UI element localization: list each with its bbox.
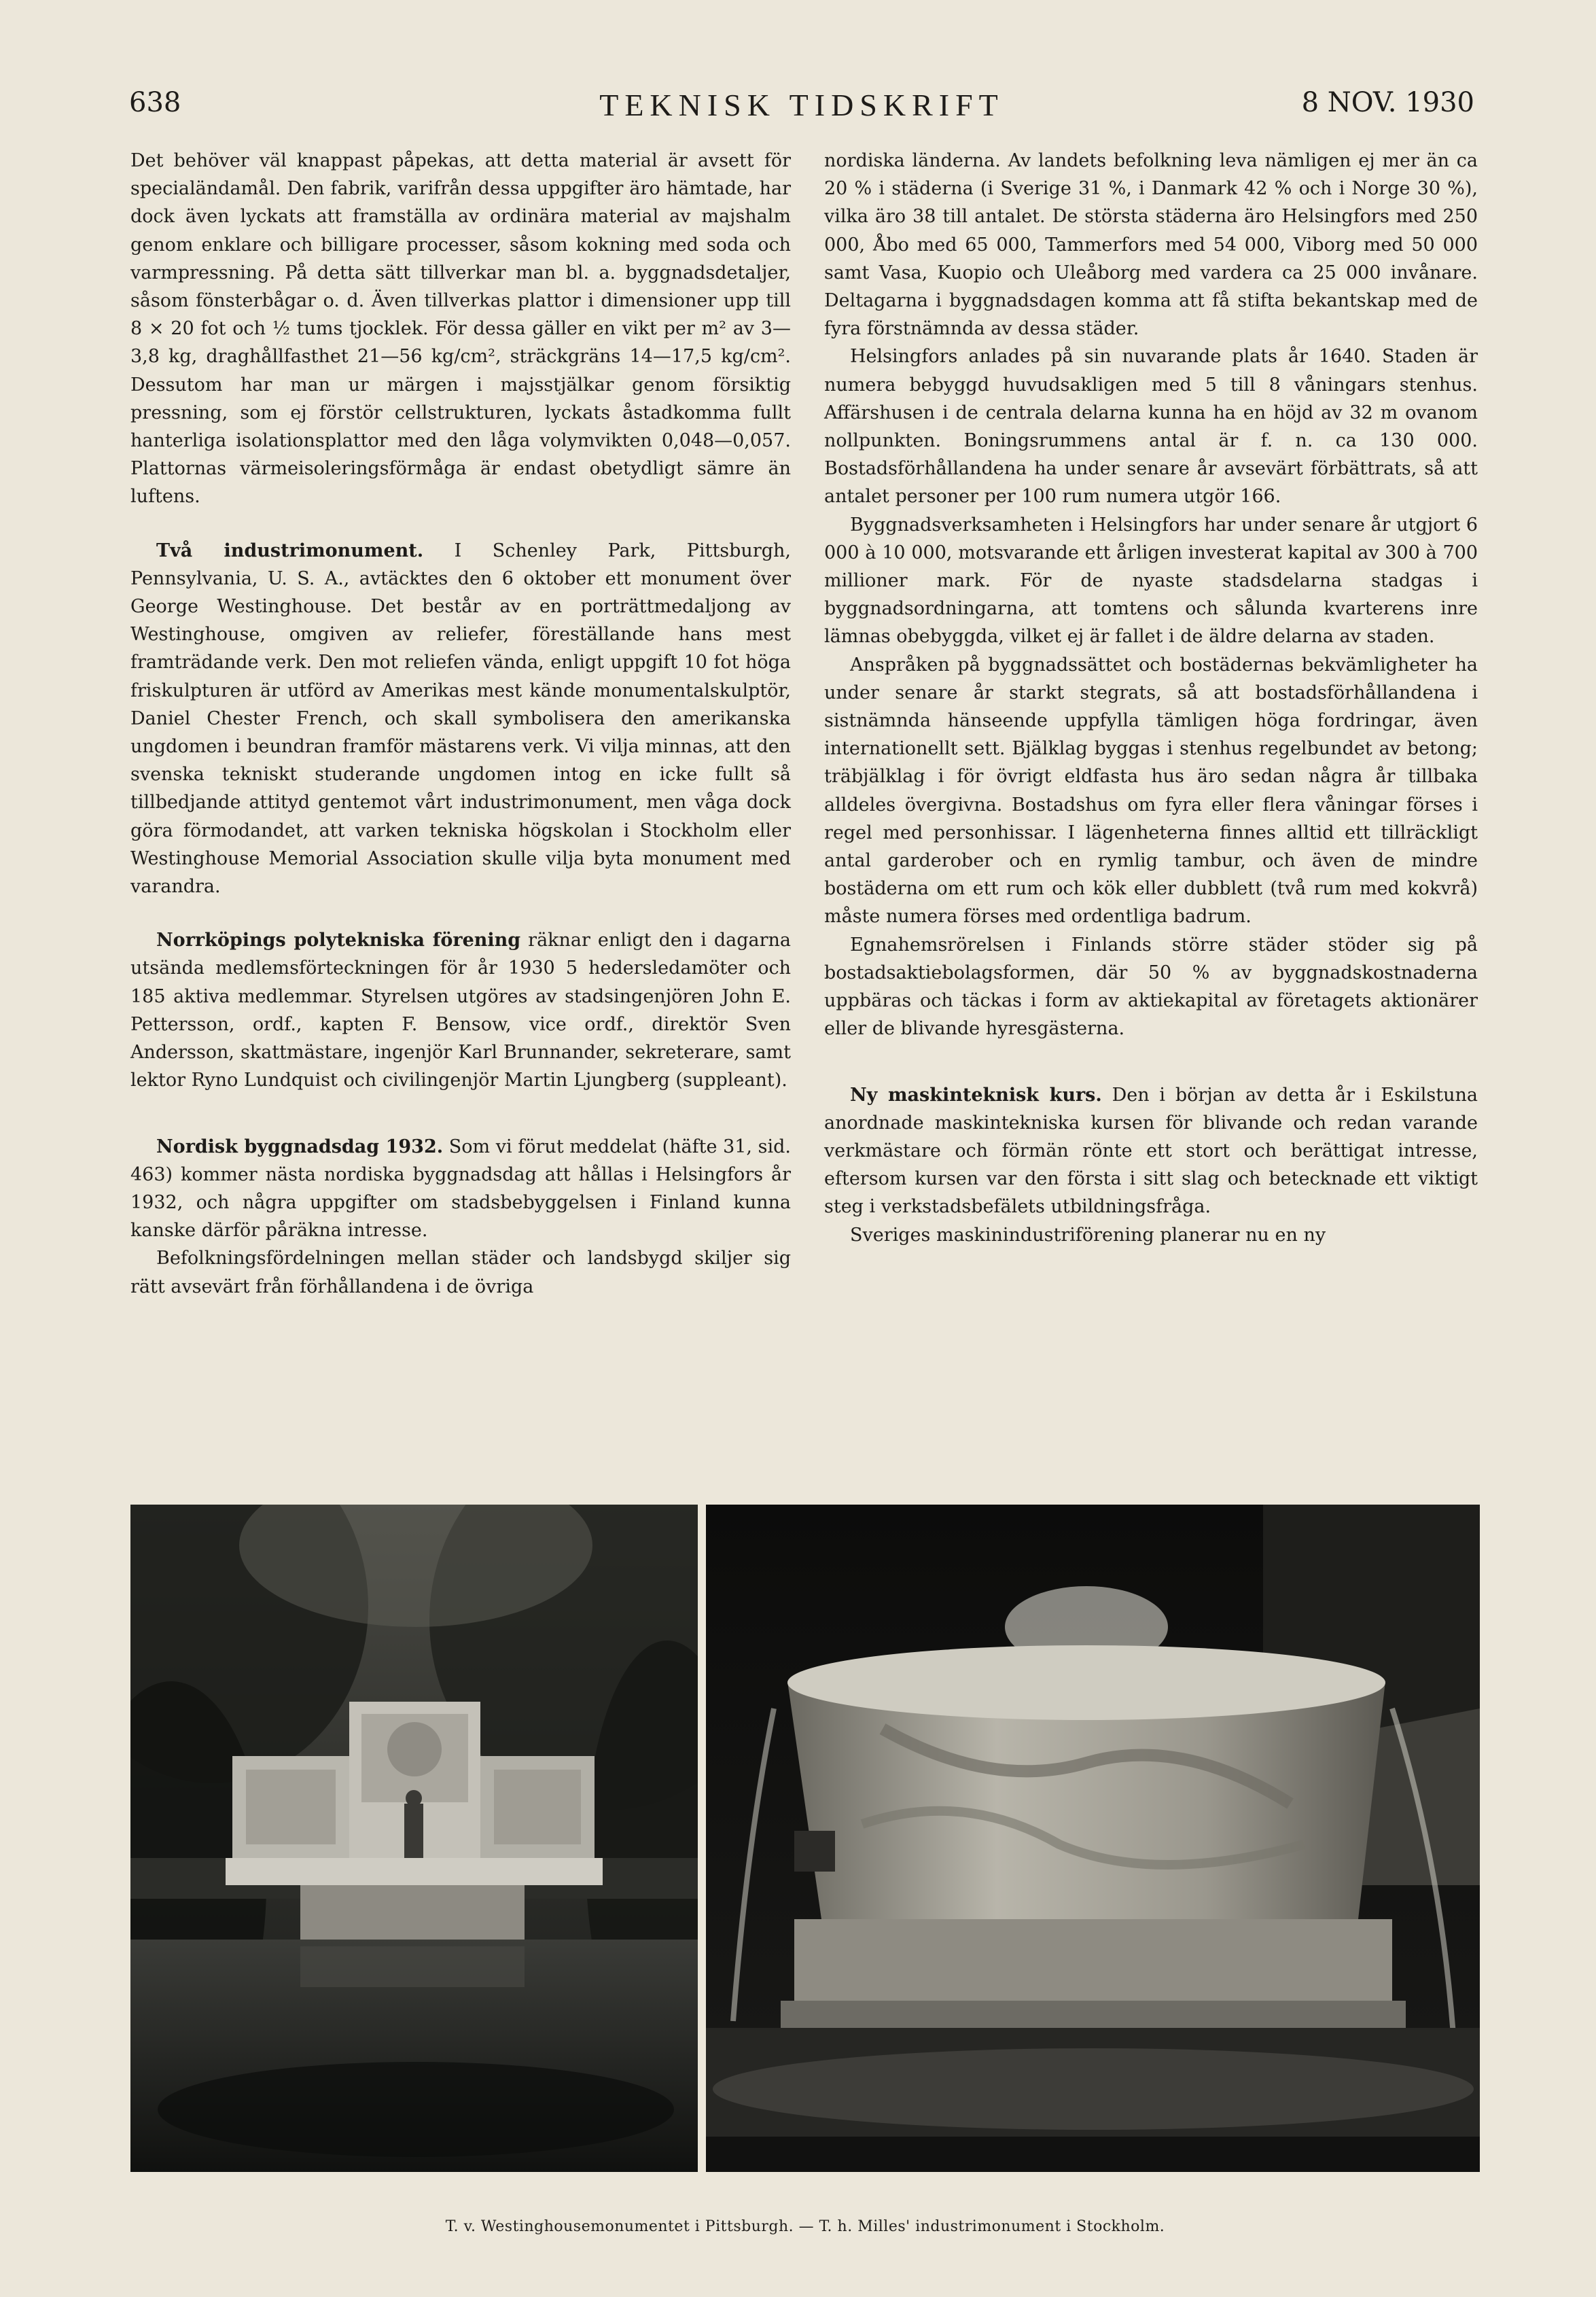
paragraph: Egnahemsrörelsen i Finlands större städer stöder sig på bostadsaktiebolagsformen, där 50 % av byggnadskostnaderna uppbäras och täckas i form av aktiekapital av företagets aktionärer eller de blivande hyresgästerna. xyxy=(824,934,1478,1040)
paragraph: nordiska länderna. Av landets befolkning leva nämligen ej mer än ca 20 % i städerna (i Sverige 31 %, i Danmark 42 % och i Norge 30 %), vilka äro 38 till antalet. De största städerna äro Helsingfors med 250 000, Åbo med 65 000, Tammerfors med 54 000, Viborg med 50 000 samt Vasa, Kuopio och Uleåborg med vardera ca 25 000 invånare. Deltagarna i byggnadsdagen komma att få stifta bekantskap med de fyra förstnämnda av dessa städer. xyxy=(824,150,1478,340)
section-text: Den i början av detta år i Eskilstuna anordnade maskintekniska kursen för blivande och redan varande verkmästare och förmän rönte ett stort och berättigat intresse, eftersom kursen var den första i sitt slag och betecknade ett viktigt steg i verkstadsbefälets utbildningsfråga. xyxy=(824,1084,1478,1218)
paragraph: Helsingfors anlades på sin nuvarande plats år 1640. Staden är numera bebyggd huvudsakligen med 5 till 8 våningars stenhus. Affärshusen i de centrala delarna kunna ha en höjd av 32 m ovanom nollpunkten. Boningsrummens antal är f. n. ca 130 000. Bostadsförhållandena ha under senare år avsevärt förbättrats, så att antalet personer per 100 rum numera utgör 166. xyxy=(824,346,1478,508)
issue-date: 8 NOV. 1930 xyxy=(1301,87,1474,118)
paragraph: Det behöver väl knappast påpekas, att detta material är avsett för specialändamål. Den fabrik, varifrån dessa uppgifter äro hämtade, har dock även lyckats att framställa av ordinära material av majshalm genom enklare och billigare processer, såsom kokning med soda och varmpressning. På detta sätt tillverkar man bl. a. byggnadsdetaljer, såsom fönsterbågar o. d. Även tillverkas plattor i dimensioner upp till 8 × 20 fot och ½ tums tjocklek. För dessa gäller en vikt per m² av 3—3,8 kg, draghållfasthet 21—56 kg/cm², sträckgräns 14—17,5 kg/cm². Dessutom har man ur märgen i majsstjälkar genom försiktig pressning, som ej förstör cellstrukturen, lyckats åstadkomma fullt hanterliga isolationsplattor med den låga volymvikten 0,048—0,057. Plattornas värmeisoleringsförmåga är endast obetydligt sämre än luftens. xyxy=(130,150,791,508)
figure-photos xyxy=(130,1505,1480,2172)
section-text: I Schenley Park, Pittsburgh, Pennsylvania, U. S. A., avtäcktes den 6 oktober ett monument över George Westinghouse. Det består av en porträttmedaljong av Westinghouse, omgiven av reliefer, föreställande hans mest framträdande verk. Den mot reliefen vända, enligt uppgift 10 fot höga friskulpturen är utförd av Amerikas mest kände monumentalskulptör, Daniel Chester French, och skall symbolisera den amerikanska ungdomen i beundran framför mästarens verk. Vi vilja minnas, att den svenska tekniskt studerande ungdomen intog en icke fullt så tillbedjande attityd gentemot vårt industrimonument, men våga dock göra förmodandet, att varken tekniska högskolan i Stockholm eller Westinghouse Memorial Association skulle vilja byta monument med varandra. xyxy=(130,540,791,898)
section-text: räknar enligt den i dagarna utsända medlemsförteckningen för år 1930 5 hedersledamöter och 185 aktiva medlemmar. Styrelsen utgöres av stadsingenjören John E. Pettersson, ordf., kapten F. Bensow, vice ordf., direktör Sven Andersson, skattmästare, ingenjör Karl Brunnander, sekreterare, samt lektor Ryno Lundquist och civilingenjör Martin Ljungberg (suppleant). xyxy=(130,930,791,1091)
section-text: Som vi förut meddelat (häfte 31, sid. 463) kommer nästa nordiska byggnadsdag att hållas i Helsingfors år 1932, och några uppgifter om stadsbebyggelsen i Finland kunna kanske därför påräkna intresse. xyxy=(130,1136,791,1242)
section-heading: Två industrimonument. xyxy=(156,540,424,561)
section-heading: Nordisk byggnadsdag 1932. xyxy=(156,1136,444,1157)
running-head xyxy=(129,87,1474,128)
section-byggnadsdag xyxy=(130,1133,791,1245)
page-number: 638 xyxy=(129,87,181,118)
section-norrkoping xyxy=(130,926,791,1094)
paragraph: Anspråken på byggnadssättet och bostädernas bekvämligheter ha under senare år starkt stegrats, så att bostadsförhållandena i sistnämnda hänseende uppfylla tämligen höga fordringar, även internationellt sett. Bjälklag byggas i stenhus regelbundet av betong; träbjälklag i för övrigt eldfasta hus äro sedan några år tillbaka alldeles övergivna. Bostadshus om fyra eller flera våningar förses i regel med personhissar. I lägenheterna finnes alltid ett tillräckligt antal garderober och en rymlig tambur, och även de mindre bostäderna om ett rum och kök eller dubblett (två rum med kokvrå) måste numera förses med ordentliga badrum. xyxy=(824,654,1478,928)
milles-monument-image xyxy=(706,1505,1480,2172)
paragraph: Sveriges maskinindustriförening planerar nu en ny xyxy=(850,1224,1326,1246)
left-column xyxy=(130,147,791,1301)
westinghouse-monument-image xyxy=(130,1505,698,2172)
journal-title: TEKNISK TIDSKRIFT xyxy=(599,88,1004,122)
paragraph: Befolkningsfördelningen mellan städer och landsbygd skiljer sig rätt avsevärt från förhållandena i de övriga xyxy=(130,1248,791,1297)
figure-caption: T. v. Westinghousemonumentet i Pittsburgh. — T. h. Milles' industrimonument i Stockholm. xyxy=(445,2218,1165,2235)
section-heading: Norrköpings polytekniska förening xyxy=(156,930,521,951)
section-heading: Ny maskinteknisk kurs. xyxy=(850,1084,1102,1106)
photo-milles-industrimonument xyxy=(706,1505,1480,2172)
section-maskinteknisk-kurs xyxy=(824,1081,1478,1221)
section-industrimonument xyxy=(130,537,791,901)
paragraph: Byggnadsverksamheten i Helsingfors har under senare år utgjort 6 000 à 10 000, motsvarande ett årligen investerat kapital av 300 à 700 millioner mark. För de nyaste stadsdelarna stadgas i byggnadsordningarna, att tomtens och sålunda kvarterens inre lämnas obebyggda, vilket ej är fallet i de äldre delarna av staden. xyxy=(824,514,1478,648)
photo-westinghouse-monument xyxy=(130,1505,698,2172)
right-column xyxy=(824,147,1478,1249)
